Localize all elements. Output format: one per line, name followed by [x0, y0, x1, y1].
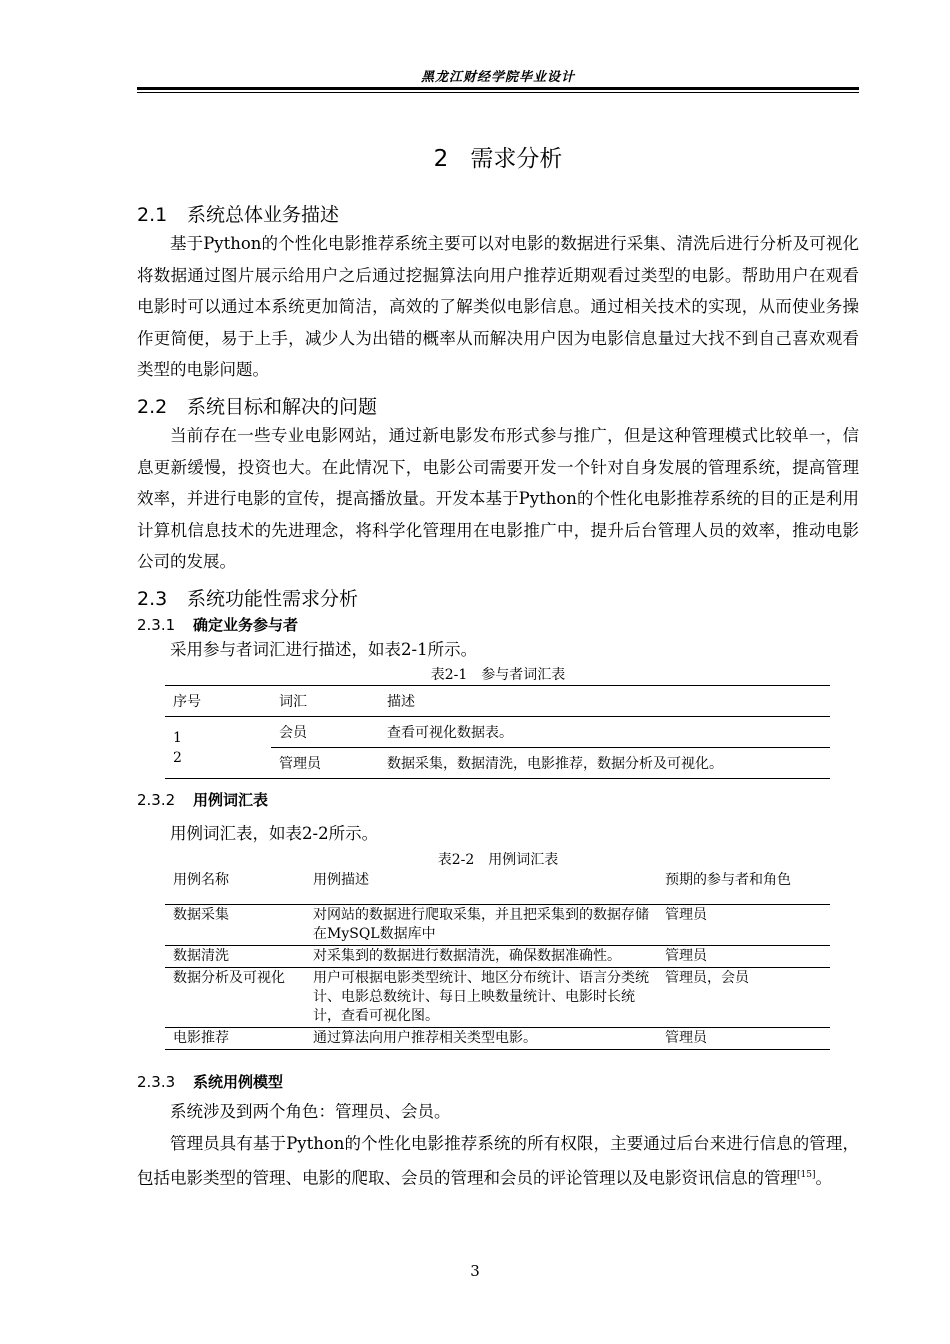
table-row [165, 968, 830, 1028]
section-number: 2.1 [137, 204, 168, 226]
subsection-number: 2.3.3 [137, 1073, 176, 1091]
chapter-title-text: 需求分析 [470, 146, 563, 172]
index-cell [165, 717, 271, 779]
table-header-cell: 词汇 [271, 686, 379, 717]
page-number: 3 [470, 1262, 480, 1280]
use-case-desc-cell: 用户可根据电影类型统计、地区分布统计、语言分类统计、电影总数统计、每日上映数量统计、电影时长统计，查看可视化图。 [305, 968, 657, 1028]
section-title: 系统总体业务描述 [187, 204, 340, 226]
section-heading-2-2 [137, 392, 377, 419]
paragraph-2-1: 基于Python的个性化电影推荐系统主要可以对电影的数据进行采集、清洗后进行分析及可视化将数据通过图片展示给用户之后通过挖掘算法向用户推荐近期观看过类型的电影。帮助用户在观看电影时可以通过本系统更加简洁，高效的了解类似电影信息。通过相关技术的实现，从而使业务操作更简便，易于上手，减少人为出错的概率从而解决用户因为电影信息量过大找不到自己喜欢观看类型的电影问题。 [137, 234, 859, 380]
section-number: 2.2 [137, 396, 168, 418]
use-case-name-cell: 数据清洗 [165, 946, 305, 968]
table-header-cell: 描述 [379, 686, 830, 717]
chapter-number: 2 [433, 146, 449, 172]
citation: [15] [797, 1169, 816, 1180]
actor-vocabulary-table [165, 685, 830, 779]
table-row [165, 905, 830, 946]
running-header: 黑龙江财经学院毕业设计 [420, 70, 575, 85]
chapter-title [137, 140, 859, 173]
subsection-heading-2-3-2 [137, 789, 268, 810]
use-case-desc-cell: 对采集到的数据进行数据清洗，确保数据准确性。 [305, 946, 657, 968]
subsection-heading-2-3-1 [137, 614, 298, 635]
subsection-title: 系统用例模型 [193, 1073, 284, 1091]
term-cell: 管理员 [271, 748, 379, 779]
paragraph-end: 。 [815, 1168, 832, 1188]
section-number: 2.3 [137, 588, 168, 610]
table1-caption: 表2-1 参与者词汇表 [430, 667, 566, 683]
use-case-desc-cell: 对网站的数据进行爬取采集，并且把采集到的数据存储在MySQL数据库中 [305, 905, 657, 946]
table-header-cell: 预期的参与者和角色 [657, 870, 830, 905]
table-row [165, 717, 830, 748]
table-row [165, 1028, 830, 1050]
section-heading-2-3 [137, 584, 358, 611]
use-case-actor-cell: 管理员 [657, 946, 830, 968]
subsection-number: 2.3.2 [137, 791, 176, 809]
desc-cell: 查看可视化数据表。 [379, 717, 830, 748]
table-header-row [165, 686, 830, 717]
subsection-heading-2-3-3 [137, 1071, 283, 1092]
index-value: 1 [173, 729, 182, 746]
use-case-actor-cell: 管理员 [657, 905, 830, 946]
header-rule-thick [137, 87, 859, 90]
admin-text: 管理员具有基于Python的个性化电影推荐系统的所有权限，主要通过后台来进行信息的管理，包括电影类型的管理、电影的爬取、会员的管理和会员的评论管理以及电影资讯信息的管理 [137, 1134, 859, 1188]
paragraph-2-3-3-roles: 系统涉及到两个角色：管理员、会员。 [170, 1102, 451, 1121]
use-case-actor-cell: 管理员，会员 [657, 968, 830, 1028]
table-header-cell: 用例描述 [305, 870, 657, 905]
table-row [165, 946, 830, 968]
table-header-row [165, 870, 830, 905]
paragraph-2-2: 当前存在一些专业电影网站，通过新电影发布形式参与推广，但是这种管理模式比较单一，信息更新缓慢，投资也大。在此情况下，电影公司需要开发一个针对自身发展的管理系统，提高管理效率，并进行电影的宣传，提高播放量。开发本基于Python的个性化电影推荐系统的目的正是利用计算机信息技术的先进理念，将科学化管理用在电影推广中，提升后台管理人员的效率，推动电影公司的发展。 [137, 426, 859, 572]
use-case-vocabulary-table [165, 870, 830, 1050]
desc-cell: 数据采集，数据清洗，电影推荐，数据分析及可视化。 [379, 748, 830, 779]
subsection-title: 确定业务参与者 [193, 616, 299, 634]
use-case-name-cell: 数据采集 [165, 905, 305, 946]
section-title: 系统目标和解决的问题 [187, 396, 378, 418]
use-case-name-cell: 电影推荐 [165, 1028, 305, 1050]
table1-intro: 采用参与者词汇进行描述，如表2-1所示。 [170, 640, 478, 659]
term-cell: 会员 [271, 717, 379, 748]
table2-intro: 用例词汇表，如表2-2所示。 [170, 824, 379, 843]
section-title: 系统功能性需求分析 [187, 588, 359, 610]
section-heading-2-1 [137, 200, 339, 227]
use-case-actor-cell: 管理员 [657, 1028, 830, 1050]
table-header-cell: 用例名称 [165, 870, 305, 905]
table-header-cell: 序号 [165, 686, 271, 717]
paragraph-2-3-3-admin [137, 1128, 859, 1194]
use-case-name-cell: 数据分析及可视化 [165, 968, 305, 1028]
subsection-title: 用例词汇表 [193, 791, 269, 809]
header-rule-thin [137, 92, 859, 93]
table2-caption: 表2-2 用例词汇表 [437, 852, 559, 868]
index-value: 2 [173, 749, 182, 766]
use-case-desc-cell: 通过算法向用户推荐相关类型电影。 [305, 1028, 657, 1050]
subsection-number: 2.3.1 [137, 616, 176, 634]
